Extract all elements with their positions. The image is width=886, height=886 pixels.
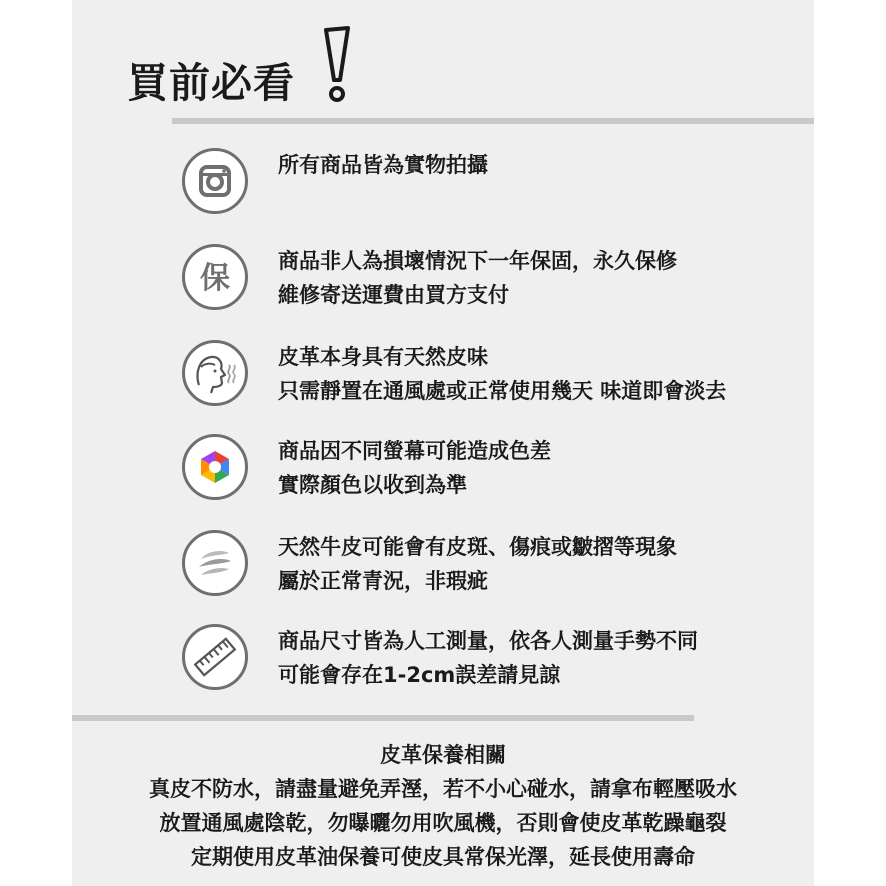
notice-line: 天然牛皮可能會有皮斑、傷痕或皺摺等現象 — [278, 535, 677, 559]
divider-top — [172, 118, 814, 124]
notice-row-size — [182, 624, 814, 698]
notice-row-smell — [182, 340, 814, 414]
notice-text — [278, 434, 551, 502]
care-line: 放置通風處陰乾，勿曝曬勿用吹風機，否則會使皮革乾躁龜裂 — [159, 811, 727, 835]
notice-text — [278, 340, 726, 408]
care-title: 皮革保養相關 — [380, 743, 506, 767]
notice-line: 所有商品皆為實物拍攝 — [278, 153, 488, 177]
notice-text — [278, 244, 677, 312]
notice-line: 商品因不同螢幕可能造成色差 — [278, 439, 551, 463]
smell-face-icon — [182, 340, 248, 406]
warranty-icon — [182, 244, 248, 310]
notice-line: 實際顏色以收到為準 — [278, 473, 467, 497]
leather-care-section — [72, 738, 814, 874]
warranty-icon-text: 保 — [200, 261, 230, 296]
notice-text — [278, 530, 677, 598]
exclamation-icon — [318, 24, 356, 104]
notice-line: 皮革本身具有天然皮味 — [278, 345, 488, 369]
ruler-icon — [182, 624, 248, 690]
page-title: 買前必看 — [127, 59, 295, 107]
notice-text — [278, 624, 698, 692]
notice-row-color — [182, 434, 814, 508]
care-line: 真皮不防水，請盡量避免弄溼，若不小心碰水，請拿布輕壓吸水 — [149, 777, 737, 801]
notice-line: 可能會存在1-2cm誤差請見諒 — [278, 663, 561, 687]
notice-line: 屬於正常青況，非瑕疵 — [278, 569, 488, 593]
divider-middle — [72, 715, 694, 721]
notice-line: 商品尺寸皆為人工測量，依各人測量手勢不同 — [278, 629, 698, 653]
notice-row-warranty — [182, 244, 814, 318]
notice-text — [278, 148, 488, 182]
leather-texture-icon — [182, 530, 248, 596]
care-line: 定期使用皮革油保養可使皮具常保光澤，延長使用壽命 — [191, 845, 695, 869]
notice-line: 商品非人為損壞情況下一年保固，永久保修 — [278, 249, 677, 273]
notice-row-texture — [182, 530, 814, 604]
notice-row-photo — [182, 148, 814, 222]
notice-line: 只需靜置在通風處或正常使用幾天 味道即會淡去 — [278, 379, 727, 403]
color-wheel-icon — [182, 434, 248, 500]
notice-line: 維修寄送運費由買方支付 — [278, 283, 509, 307]
camera-icon — [182, 148, 248, 214]
